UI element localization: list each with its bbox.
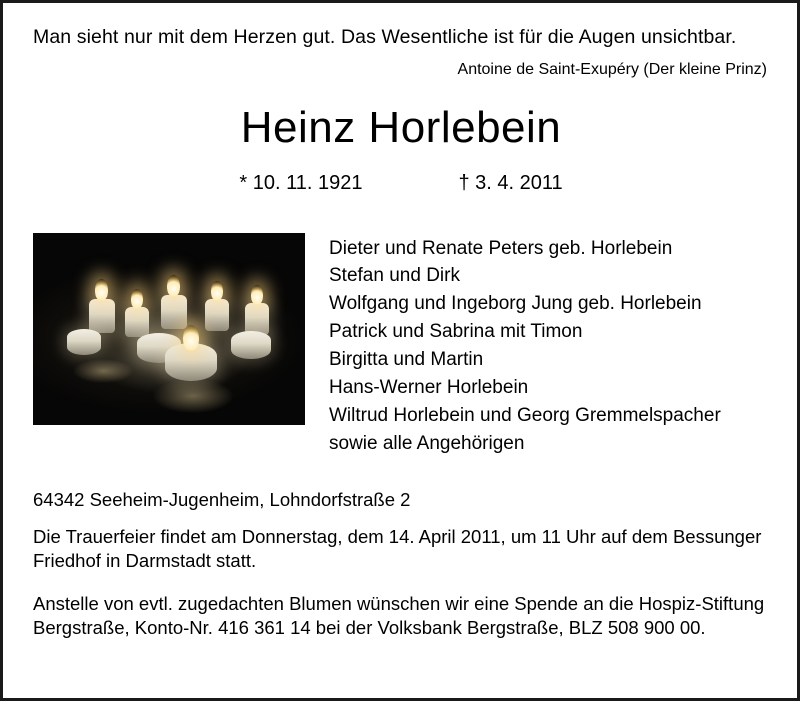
family-list <box>329 233 769 458</box>
life-dates <box>33 172 769 195</box>
death-date: † 3. 4. 2011 <box>458 171 563 194</box>
photo-and-family <box>33 233 769 458</box>
obituary-header <box>3 3 797 458</box>
candle-shape <box>89 299 115 333</box>
flame-shape <box>251 285 263 305</box>
family-line: Dieter und Renate Peters geb. Horlebein <box>329 237 673 259</box>
tealight-shape <box>231 331 271 359</box>
obituary-footer <box>3 488 797 641</box>
deceased-name: Heinz Horlebein <box>240 103 562 153</box>
candle-shape <box>161 295 187 329</box>
family-line: Stefan und Dirk <box>329 265 460 287</box>
flame-shape <box>183 325 199 351</box>
candle-shape <box>125 307 149 337</box>
quote-attribution: Antoine de Saint-Exupéry (Der kleine Prinz) <box>457 61 767 79</box>
name-block <box>33 105 769 194</box>
flame-shape <box>131 289 143 309</box>
family-line: Hans-Werner Horlebein <box>329 377 529 399</box>
flame-shape <box>95 279 108 301</box>
candle-shape <box>245 303 269 335</box>
family-line: Wiltrud Horlebein und Georg Gremmelspacher <box>329 405 721 427</box>
quote-text: Man sieht nur mit dem Herzen gut. Das Wesentliche ist für die Augen unsichtbar. <box>33 26 737 48</box>
ceremony-text: Die Trauerfeier findet am Donnerstag, dem 14. April 2011, um 11 Uhr auf dem Bessunger Friedhof in Darmstadt statt. <box>33 525 762 572</box>
family-line: Patrick und Sabrina mit Timon <box>329 321 583 343</box>
flame-shape <box>211 281 223 301</box>
address-text: 64342 Seeheim-Jugenheim, Lohndorfstraße 2 <box>33 488 411 510</box>
family-line: Wolfgang und Ingeborg Jung geb. Horlebein <box>329 293 702 315</box>
candles-photo <box>33 233 305 425</box>
family-line: Birgitta und Martin <box>329 349 484 371</box>
reflection-glow <box>73 359 133 383</box>
flame-shape <box>167 275 180 297</box>
reflection-glow <box>153 379 233 413</box>
candle-shape <box>205 299 229 331</box>
donation-text: Anstelle von evtl. zugedachten Blumen wünschen wir eine Spende an die Hospiz-Stiftung Bergstraße, Konto-Nr. 416 361 14 bei der Volksbank Bergstraße, BLZ 508 900 00. <box>33 592 765 639</box>
family-line: sowie alle Angehörigen <box>329 433 525 455</box>
tealight-shape <box>67 329 101 355</box>
birth-date: * 10. 11. 1921 <box>239 171 363 194</box>
